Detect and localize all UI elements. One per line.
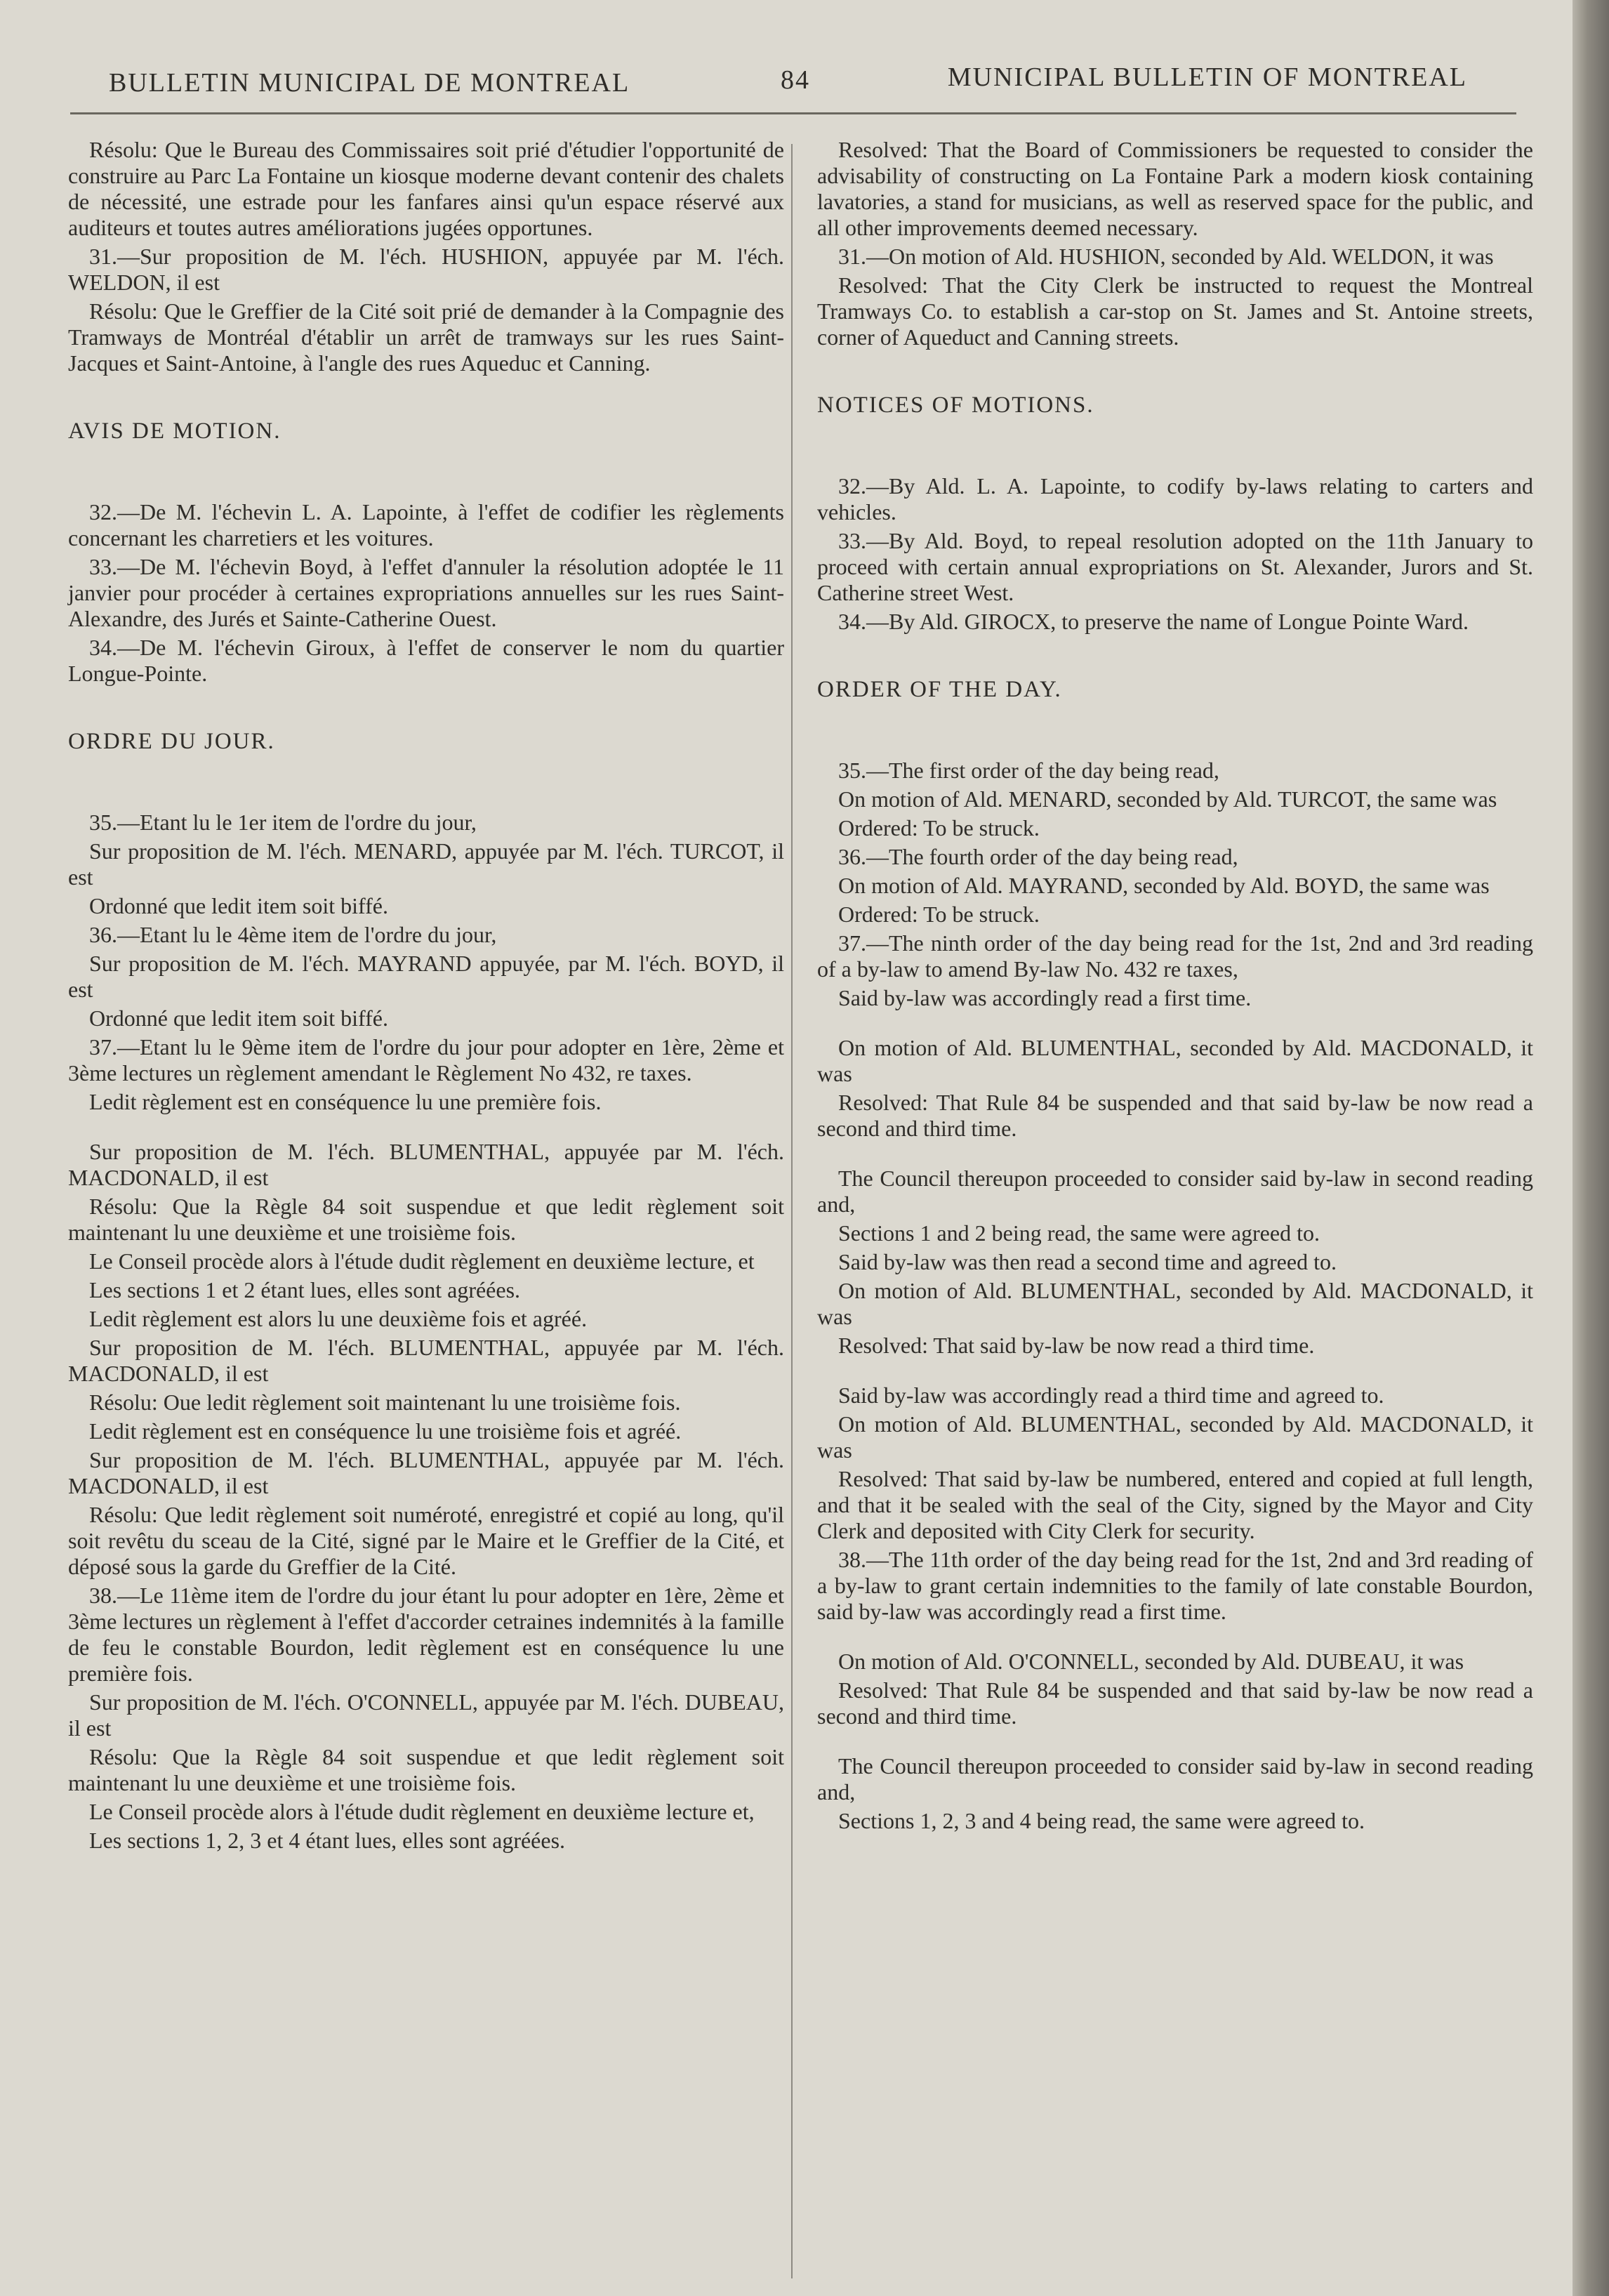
paragraph: Resolved: That the City Clerk be instructed to request the Montreal Tramways Co. to establish a car-stop on St. James and St. Antoine streets, corner of Aqueduct and Canning streets. bbox=[817, 272, 1533, 350]
paragraph: 36.—The fourth order of the day being read, bbox=[838, 844, 1238, 869]
paragraph: Le Conseil procède alors à l'étude dudit règlement en deuxième lecture et, bbox=[89, 1799, 755, 1824]
paragraph: The Council thereupon proceeded to consider said by-law in second reading and, bbox=[817, 1753, 1533, 1805]
page-number: 84 bbox=[781, 65, 810, 95]
page-header bbox=[70, 55, 1516, 104]
section-heading: AVIS DE MOTION. bbox=[68, 418, 282, 444]
section-heading: NOTICES OF MOTIONS. bbox=[817, 392, 1094, 418]
paragraph: Les sections 1 et 2 étant lues, elles sont agréées. bbox=[89, 1277, 521, 1302]
paragraph: Sur proposition de M. l'éch. MAYRAND appuyée, par M. l'éch. BOYD, il est bbox=[68, 951, 784, 1002]
paragraph: 37.—The ninth order of the day being read for the 1st, 2nd and 3rd reading of a by-law to amend By-law No. 432 re taxes, bbox=[817, 930, 1533, 982]
paragraph: Résolu: Que la Règle 84 soit suspendue et que ledit règlement soit maintenant lu une deuxième et une troisième fois. bbox=[68, 1744, 784, 1795]
paragraph: 32.—De M. l'échevin L. A. Lapointe, à l'effet de codifier les règlements concernant les charretiers et les voitures. bbox=[68, 499, 784, 550]
paragraph: Sur proposition de M. l'éch. MENARD, appuyée par M. l'éch. TURCOT, il est bbox=[68, 838, 784, 890]
paragraph: Résolu: Que le Greffier de la Cité soit prié de demander à la Compagnie des Tramways de Montréal d'établir un arrêt de tramways sur les rues Saint-Jacques et Saint-Antoine, à l'angle des rues Aqueduc et Canning. bbox=[68, 298, 784, 376]
paragraph: 31.—On motion of Ald. HUSHION, seconded by Ald. WELDON, it was bbox=[838, 244, 1494, 269]
paragraph: Ordonné que ledit item soit biffé. bbox=[89, 1005, 388, 1031]
paragraph: Said by-law was accordingly read a first time. bbox=[838, 985, 1252, 1010]
paragraph: 35.—The first order of the day being read, bbox=[838, 758, 1219, 783]
paragraph: Said by-law was then read a second time and agreed to. bbox=[838, 1249, 1337, 1274]
paragraph: On motion of Ald. O'CONNELL, seconded by Ald. DUBEAU, it was bbox=[838, 1649, 1464, 1674]
column-divider bbox=[791, 144, 793, 2278]
paragraph: On motion of Ald. BLUMENTHAL, seconded by Ald. MACDONALD, it was bbox=[817, 1278, 1533, 1329]
paragraph: Sur proposition de M. l'éch. BLUMENTHAL, appuyée par M. l'éch. MACDONALD, il est bbox=[68, 1139, 784, 1190]
paragraph: Sections 1, 2, 3 and 4 being read, the same were agreed to. bbox=[838, 1808, 1365, 1833]
paragraph: Resolved: That Rule 84 be suspended and that said by-law be now read a second and third time. bbox=[817, 1677, 1533, 1729]
paragraph: Said by-law was accordingly read a third time and agreed to. bbox=[838, 1383, 1384, 1408]
paragraph: The Council thereupon proceeded to consider said by-law in second reading and, bbox=[817, 1166, 1533, 1217]
paragraph: Résolu: Que ledit règlement soit numéroté, enregistré et copié au long, qu'il soit revêtu du sceau de la Cité, signé par le Maire et le Greffier de la Cité, et déposé sous la garde du Greffier de la Cité. bbox=[68, 1502, 784, 1579]
paragraph: Ordered: To be struck. bbox=[838, 902, 1040, 927]
header-title-french: BULLETIN MUNICIPAL DE MONTREAL bbox=[109, 68, 630, 98]
paragraph: 36.—Etant lu le 4ème item de l'ordre du jour, bbox=[89, 922, 497, 947]
paragraph: 34.—De M. l'échevin Giroux, à l'effet de conserver le nom du quartier Longue-Pointe. bbox=[68, 635, 784, 686]
paragraph: Ledit règlement est en conséquence lu une troisième fois et agréé. bbox=[89, 1418, 682, 1444]
paragraph: On motion of Ald. BLUMENTHAL, seconded by Ald. MACDONALD, it was bbox=[817, 1411, 1533, 1463]
paragraph: On motion of Ald. BLUMENTHAL, seconded by Ald. MACDONALD, it was bbox=[817, 1035, 1533, 1086]
paragraph: Ledit règlement est en conséquence lu une première fois. bbox=[89, 1089, 602, 1114]
paragraph: Les sections 1, 2, 3 et 4 étant lues, elles sont agréées. bbox=[89, 1828, 566, 1853]
paragraph: On motion of Ald. MAYRAND, seconded by Ald. BOYD, the same was bbox=[838, 873, 1490, 898]
header-rule bbox=[70, 112, 1516, 114]
paragraph: 33.—De M. l'échevin Boyd, à l'effet d'annuler la résolution adoptée le 11 janvier pour procéder à certaines expropriations annuelles sur les rues Saint-Alexandre, des Jurés et Sainte-Catherine Ouest. bbox=[68, 554, 784, 631]
paragraph: Sur proposition de M. l'éch. BLUMENTHAL, appuyée par M. l'éch. MACDONALD, il est bbox=[68, 1447, 784, 1498]
paragraph: Résolu: Que la Règle 84 soit suspendue et que ledit règlement soit maintenant lu une deuxième et une troisième fois. bbox=[68, 1194, 784, 1245]
paragraph: Sections 1 and 2 being read, the same were agreed to. bbox=[838, 1220, 1320, 1246]
paragraph: Ledit règlement est alors lu une deuxième fois et agréé. bbox=[89, 1306, 588, 1331]
paragraph: Ordonné que ledit item soit biffé. bbox=[89, 893, 388, 918]
paragraph: 38.—Le 11ème item de l'ordre du jour étant lu pour adopter en 1ère, 2ème et 3ème lectures un règlement à l'effet d'accorder cetraines indemnités à la famille de feu le constable Bourdon, ledit règlement est en conséquence lu une première fois. bbox=[68, 1583, 784, 1686]
french-column bbox=[68, 137, 784, 1856]
paragraph: Résolu: Que le Bureau des Commissaires soit prié d'étudier l'opportunité de construire au Parc La Fontaine un kiosque moderne devant contenir des chalets de nécessité, une estrade pour les fanfares ainsi qu'un espace réservé aux auditeurs et toutes autres améliorations jugées opportunes. bbox=[68, 137, 784, 240]
paragraph: Ordered: To be struck. bbox=[838, 815, 1040, 840]
paragraph: 31.—Sur proposition de M. l'éch. HUSHION, appuyée par M. l'éch. WELDON, il est bbox=[68, 244, 784, 295]
paragraph: On motion of Ald. MENARD, seconded by Ald. TURCOT, the same was bbox=[838, 786, 1497, 812]
paragraph: Résolu: Oue ledit règlement soit maintenant lu une troisième fois. bbox=[89, 1390, 681, 1415]
paragraph: 33.—By Ald. Boyd, to repeal resolution adopted on the 11th January to proceed with certain annual expropriations on St. Alexander, Jurors and St. Catherine street West. bbox=[817, 528, 1533, 605]
paragraph: Resolved: That the Board of Commissioners be requested to consider the advisability of constructing on La Fontaine Park a modern kiosk containing lavatories, a stand for musicians, as well as reserved space for the public, and all other improvements deemed necessary. bbox=[817, 137, 1533, 240]
paragraph: Sur proposition de M. l'éch. O'CONNELL, appuyée par M. l'éch. DUBEAU, il est bbox=[68, 1689, 784, 1741]
paragraph: 38.—The 11th order of the day being read for the 1st, 2nd and 3rd reading of a by-law to grant certain indemnities to the family of late constable Bourdon, said by-law was accordingly read a first time. bbox=[817, 1547, 1533, 1624]
english-column bbox=[817, 137, 1533, 1837]
paragraph: 37.—Etant lu le 9ème item de l'ordre du jour pour adopter en 1ère, 2ème et 3ème lectures un règlement amendant le Règlement No 432, re taxes. bbox=[68, 1034, 784, 1086]
paragraph: Resolved: That said by-law be numbered, entered and copied at full length, and that it be sealed with the seal of the City, signed by the Mayor and City Clerk and deposited with City Clerk for security. bbox=[817, 1466, 1533, 1543]
paragraph: Sur proposition de M. l'éch. BLUMENTHAL, appuyée par M. l'éch. MACDONALD, il est bbox=[68, 1335, 784, 1386]
paragraph: Resolved: That said by-law be now read a third time. bbox=[838, 1333, 1315, 1358]
header-title-english: MUNICIPAL BULLETIN OF MONTREAL bbox=[947, 62, 1467, 92]
paragraph: Resolved: That Rule 84 be suspended and that said by-law be now read a second and third time. bbox=[817, 1090, 1533, 1141]
section-heading: ORDRE DU JOUR. bbox=[68, 729, 275, 754]
page-edge bbox=[1572, 0, 1609, 2296]
paragraph: 34.—By Ald. GIROCX, to preserve the name of Longue Pointe Ward. bbox=[838, 609, 1469, 634]
section-heading: ORDER OF THE DAY. bbox=[817, 677, 1062, 702]
paragraph: 32.—By Ald. L. A. Lapointe, to codify by-laws relating to carters and vehicles. bbox=[817, 473, 1533, 524]
paragraph: Le Conseil procède alors à l'étude dudit règlement en deuxième lecture, et bbox=[89, 1248, 755, 1274]
paragraph: 35.—Etant lu le 1er item de l'ordre du jour, bbox=[89, 810, 477, 835]
